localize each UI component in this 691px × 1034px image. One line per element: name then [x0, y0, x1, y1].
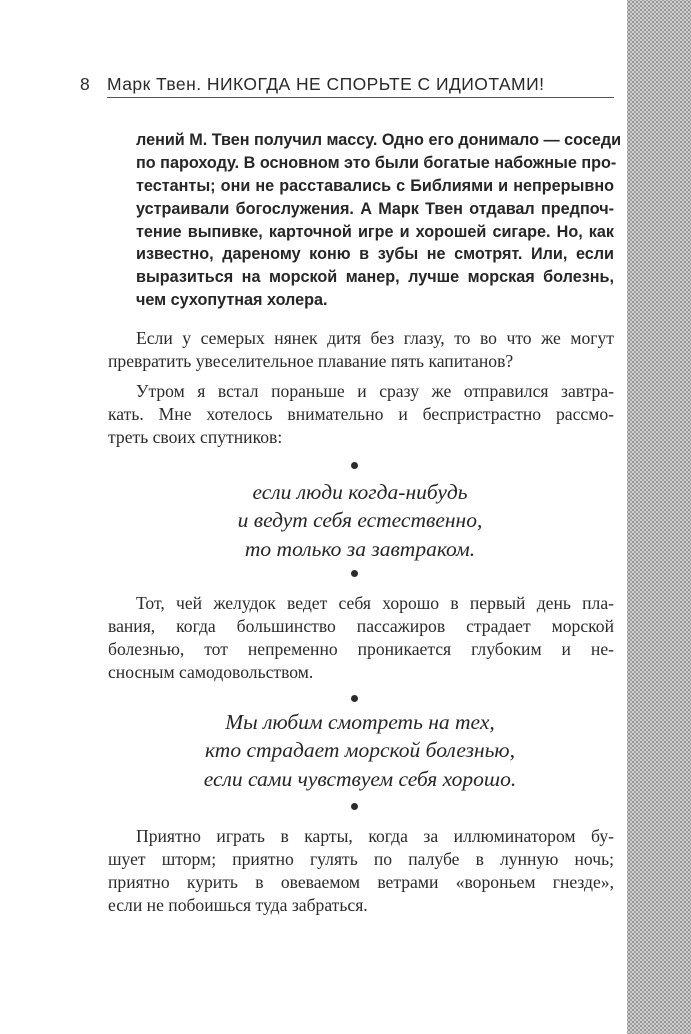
- text-line: кать. Мне хотелось внимательно и беспристрастно рассмо-: [108, 403, 614, 424]
- text-line: приятно курить в овеваемом ветрами «вороньем гнезде»,: [108, 871, 614, 892]
- text-line: устраивали богослужения. А Марк Твен отдавал предпоч-: [136, 199, 614, 218]
- header-rule: [107, 97, 614, 98]
- quote-line: если люди когда-нибудь: [252, 480, 468, 504]
- quote-line: Мы любим смотреть на тех,: [225, 710, 495, 734]
- text-line: если не побоишься туда забраться.: [108, 894, 368, 915]
- intro-bold-paragraph: [136, 129, 622, 312]
- text-line: превратить увеселительное плавание пять капитанов?: [108, 350, 514, 371]
- bullet-separator: [351, 803, 358, 810]
- page-number: 8: [80, 74, 91, 94]
- quote-line: и ведут себя естественно,: [237, 508, 483, 533]
- quote-line: если сами чувствуем себя хорошо.: [203, 766, 517, 791]
- text-line: известно, дареному коню в зубы не смотрят. Или, если: [136, 245, 614, 264]
- text-line: вания, когда большинство пассажиров страдает морской: [108, 615, 614, 636]
- paragraph: [108, 327, 614, 373]
- italic-quote: [140, 708, 580, 793]
- text-line: чем сухопутная холера.: [136, 291, 328, 310]
- running-title: Марк Твен. НИКОГДА НЕ СПОРЬТЕ С ИДИОТАМИ!: [107, 74, 545, 94]
- paragraph: [108, 592, 614, 684]
- text-line: сносным самодовольством.: [108, 661, 314, 682]
- text-line: треть своих спутников:: [108, 426, 283, 447]
- running-header: [80, 72, 614, 98]
- text-line: Утром я встал пораньше и сразу же отправился завтра-: [136, 381, 614, 401]
- text-line: тестанты; они не расставались с Библиями и непрерывно: [136, 176, 614, 195]
- italic-quote: [140, 478, 580, 563]
- quote-line: кто страдает морской болезнью,: [205, 738, 515, 763]
- bullet-separator: [351, 462, 358, 469]
- paragraph: [108, 380, 614, 449]
- bullet-separator: [351, 570, 358, 577]
- text-line: шует шторм; приятно гулять по палубе в лунную ночь;: [108, 848, 614, 869]
- text-line: болезнью, тот непременно проникается глубоким и не-: [108, 638, 614, 659]
- text-line: лений М. Твен получил массу. Одно его донимало — соседи: [136, 131, 622, 149]
- text-line: выразиться на морской манер, лучше морская болезнь,: [136, 268, 614, 287]
- page-edge-pattern: [627, 0, 691, 1034]
- quote-line: то только за завтраком.: [244, 536, 476, 561]
- text-line: по пароходу. В основном это были богатые набожные про-: [136, 153, 617, 172]
- bullet-separator: [351, 695, 358, 702]
- text-line: Тот, чей желудок ведет себя хорошо в первый день пла-: [136, 593, 614, 613]
- paragraph: [108, 825, 614, 917]
- text-line: Приятно играть в карты, когда за иллюминатором бу-: [136, 826, 614, 846]
- text-line: тение выпивке, карточной игре и хорошей сигаре. Но, как: [136, 222, 614, 241]
- text-line: Если у семерых нянек дитя без глазу, то во что же могут: [136, 328, 614, 348]
